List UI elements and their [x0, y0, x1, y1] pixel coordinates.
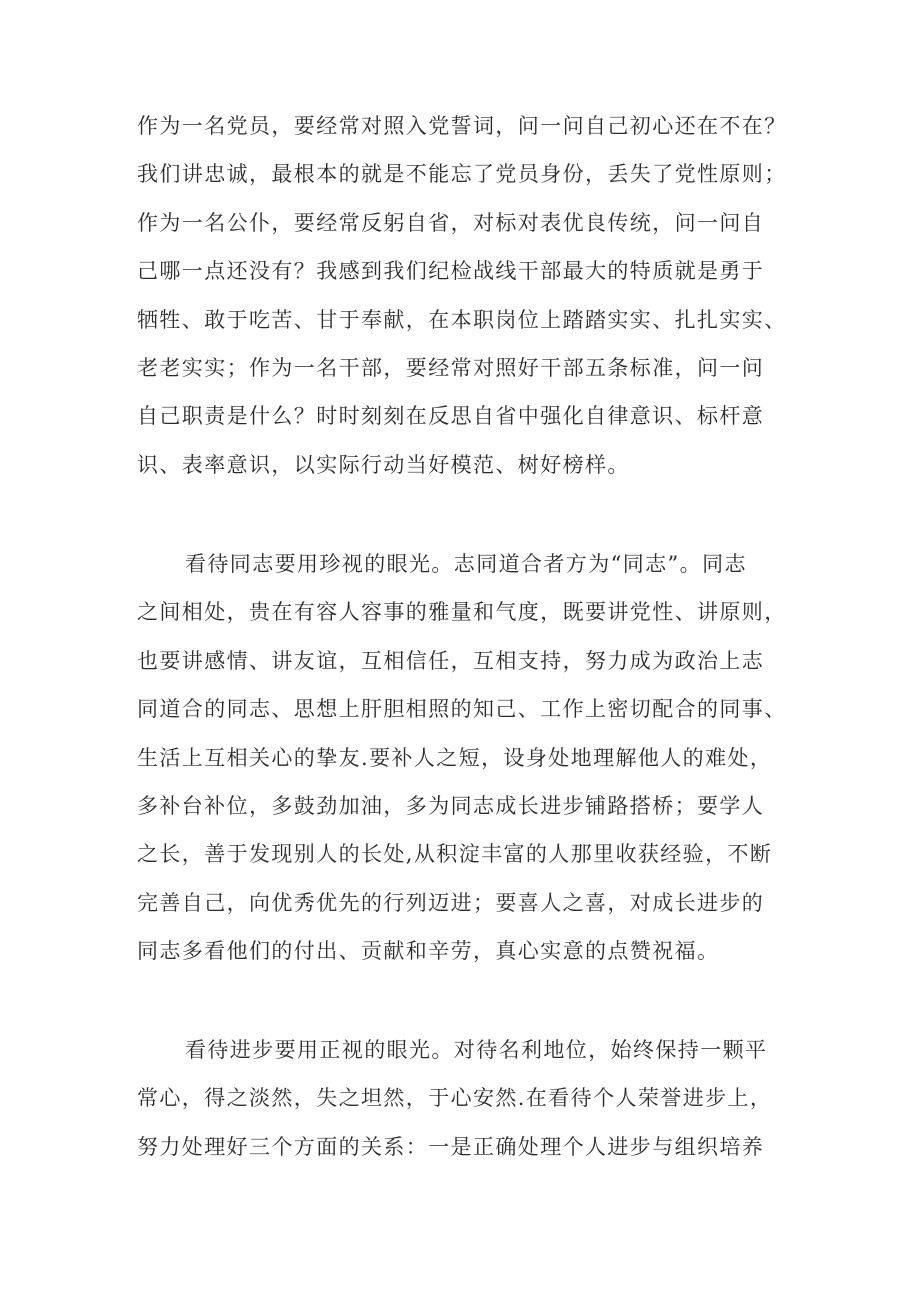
- text-line: 自己职责是什么？时时刻刻在反思自省中强化自律意识、标杆意: [137, 404, 765, 429]
- text-line: 之间相处，贵在有容人容事的雅量和气度，既要讲党性、讲原则，: [137, 600, 787, 625]
- paragraph-1: [137, 102, 797, 489]
- text-line: 生活上互相关心的挚友.要补人之短，设身处地理解他人的难处，: [137, 745, 773, 770]
- text-line: 同道合的同志、思想上肝胆相照的知己、工作上密切配合的同事、: [137, 697, 787, 722]
- text-line-first: 看待同志要用珍视的眼光。志同道合者方为“同志”。同志: [185, 552, 747, 576]
- text-line: 我们讲忠诚，最根本的就是不能忘了党员身份，丢失了党性原则；: [137, 162, 787, 187]
- text-line: 作为一名党员，要经常对照入党誓词，问一问自己初心还在不在？: [137, 114, 787, 138]
- text-line: 识、表率意识，以实际行动当好模范、树好榜样。: [137, 452, 630, 477]
- text-line-first: 看待进步要用正视的眼光。对待名利地位，始终保持一颗平: [185, 1038, 768, 1062]
- text-line: 同志多看他们的付出、贡献和辛劳，真心实意的点赞祝福。: [137, 939, 720, 964]
- text-line: 牺牲、敢于吃苦、甘于奉献，在本职岗位上踏踏实实、扎扎实实、: [137, 307, 787, 332]
- paragraph-3: [137, 1026, 797, 1171]
- text-line: 努力处理好三个方面的关系：一是正确处理个人进步与组织培养: [137, 1134, 765, 1159]
- text-line: 作为一名公仆，要经常反躬自省，对标对表优良传统，问一问自: [137, 210, 765, 235]
- text-line: 之长，善于发现别人的长处,从积淀丰富的人那里收获经验，不断: [137, 842, 773, 867]
- text-line: 完善自己，向优秀优先的行列迈进；要喜人之喜，对成长进步的: [137, 890, 765, 915]
- text-line: 多补台补位，多鼓劲加油，多为同志成长进步铺路搭桥；要学人: [137, 793, 765, 818]
- paragraph-2: [137, 540, 797, 976]
- text-line: 老老实实；作为一名干部，要经常对照好干部五条标准，问一问: [137, 355, 765, 380]
- text-line: 也要讲感情、讲友谊，互相信任，互相支持，努力成为政治上志: [137, 648, 765, 673]
- text-line: 常心，得之淡然，失之坦然，于心安然.在看待个人荣誉进步上，: [137, 1086, 773, 1111]
- text-line: 己哪一点还没有？我感到我们纪检战线干部最大的特质就是勇于: [137, 259, 765, 284]
